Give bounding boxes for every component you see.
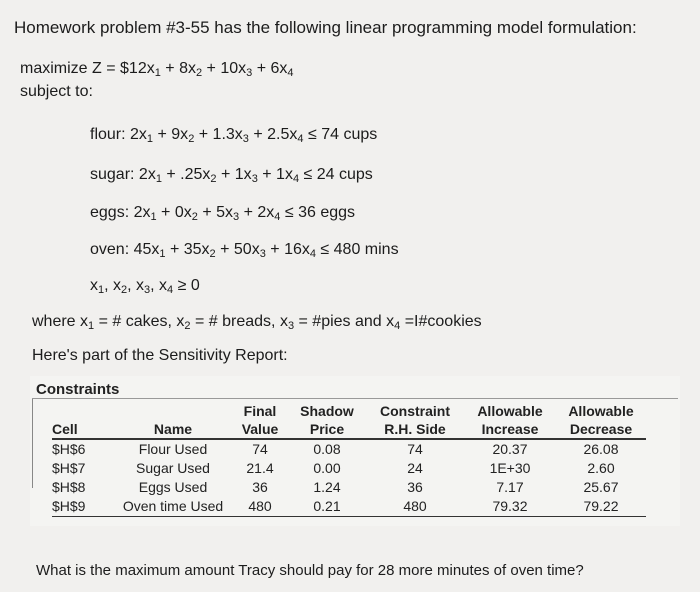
objective-function: maximize $Z = \$12x_1 + 8x_2 + 10x_3 + 6x_4$ xyxy=(20,60,294,79)
variable-definitions: where $x_1$ = # cakes, $x_2$ = # breads, $x_3$ = #pies and $x_4$ =I#cookies xyxy=(32,313,482,332)
row-name: Oven time Used xyxy=(114,497,232,517)
row-final: 36 xyxy=(252,479,268,495)
header-cell-top xyxy=(52,402,114,420)
row-decrease: 79.22 xyxy=(556,497,646,517)
header-name-top xyxy=(114,402,232,420)
row-rhs: 24 xyxy=(407,460,423,476)
table-row xyxy=(52,497,646,517)
header-increase-top: Allowable xyxy=(477,403,543,419)
row-name: Sugar Used xyxy=(136,460,210,476)
row-rhs: 36 xyxy=(407,479,423,495)
row-shadow: 1.24 xyxy=(313,479,341,495)
row-name: Eggs Used xyxy=(138,479,208,495)
header-shadow-price: Price xyxy=(288,420,366,439)
question-text: What is the maximum amount Tracy should pay for 28 more minutes of oven time? xyxy=(36,562,584,579)
header-allowable-decrease: Decrease xyxy=(556,420,646,439)
constraint-flour: flour: $2x_1 + 9x_2 + 1.3x_3 + 2.5x_4 \le 74$ cups xyxy=(90,126,378,145)
row-increase: 1E+30 xyxy=(489,460,531,476)
subject-to-label: subject to: xyxy=(20,83,93,100)
problem-intro: Homework problem #3-55 has the following linear programming model formulation: xyxy=(14,18,637,37)
row-increase: 79.32 xyxy=(464,497,556,517)
row-final: 480 xyxy=(232,497,288,517)
row-increase: 20.37 xyxy=(492,441,528,457)
constraint-nonnegativity: $x_1$, $x_2$, $x_3$, $x_4 \ge 0$ xyxy=(90,277,200,296)
row-rhs: 74 xyxy=(407,441,423,457)
row-name: Flour Used xyxy=(138,441,208,457)
header-decrease-top: Allowable xyxy=(568,403,634,419)
row-shadow: 0.21 xyxy=(288,497,366,517)
constraints-table xyxy=(52,402,646,517)
table-row xyxy=(52,478,646,497)
row-cell: $H$6 xyxy=(52,441,86,457)
constraint-eggs: eggs: $2x_1 + 0x_2 + 5x_3 + 2x_4 \le 36$ eggs xyxy=(90,204,356,223)
row-decrease: 25.67 xyxy=(583,479,619,495)
row-cell: $H$8 xyxy=(52,479,86,495)
sensitivity-report xyxy=(30,376,680,526)
header-cell: Cell xyxy=(52,420,114,439)
header-rhs: R.H. Side xyxy=(366,420,464,439)
header-final-value: Value xyxy=(232,420,288,439)
header-final-top: Final xyxy=(243,403,277,419)
header-rhs-top: Constraint xyxy=(380,403,450,419)
header-allowable-increase: Increase xyxy=(464,420,556,439)
table-row xyxy=(52,439,646,459)
constraint-sugar: sugar: $2x_1 + .25x_2 + 1x_3 + 1x_4 \le 24$ cups xyxy=(90,166,373,185)
report-title: Constraints xyxy=(36,381,120,398)
row-final: 21.4 xyxy=(246,460,274,476)
row-decrease: 26.08 xyxy=(583,441,619,457)
table-row xyxy=(52,459,646,478)
row-decrease: 2.60 xyxy=(587,460,615,476)
header-shadow-top: Shadow xyxy=(300,403,354,419)
row-cell: $H$9 xyxy=(52,497,114,517)
row-increase: 7.17 xyxy=(496,479,524,495)
row-shadow: 0.08 xyxy=(313,441,341,457)
row-final: 74 xyxy=(252,441,268,457)
header-name: Name xyxy=(114,420,232,439)
row-cell: $H$7 xyxy=(52,460,86,476)
report-border-left xyxy=(32,398,33,488)
row-rhs: 480 xyxy=(366,497,464,517)
report-intro: Here's part of the Sensitivity Report: xyxy=(32,347,288,364)
report-border-top xyxy=(32,398,678,399)
constraint-oven: oven: $45x_1 + 35x_2 + 50x_3 + 16x_4 \le 480$ mins xyxy=(90,241,399,260)
row-shadow: 0.00 xyxy=(313,460,341,476)
